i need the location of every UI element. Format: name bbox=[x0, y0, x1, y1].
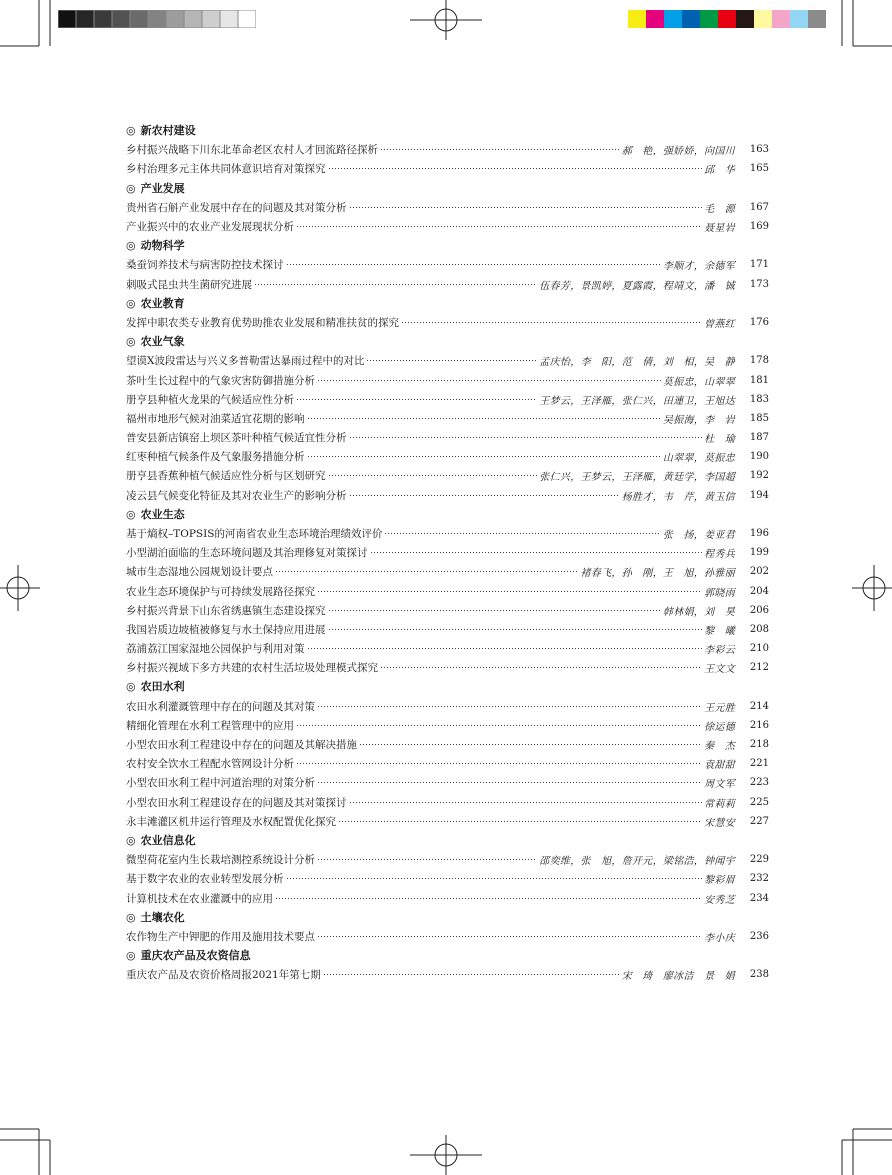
color-swatch bbox=[238, 10, 256, 28]
section-mark-icon: ◎ bbox=[126, 833, 136, 847]
dot-leader bbox=[349, 494, 620, 497]
entry-title: 基于熵权–TOPSIS的河南省农业生态环境治理绩效评价 bbox=[126, 528, 383, 541]
section-mark-icon: ◎ bbox=[126, 910, 136, 924]
section-title: 动物科学 bbox=[140, 239, 185, 253]
entry-title: 微型荷花室内生长栽培测控系统设计分析 bbox=[126, 854, 315, 867]
entry-page-number: 206 bbox=[749, 604, 769, 616]
entry-authors: 程秀兵 bbox=[704, 549, 735, 561]
color-swatch bbox=[646, 10, 664, 28]
toc-entry[interactable] bbox=[126, 735, 769, 754]
toc-entry[interactable] bbox=[126, 601, 769, 620]
color-swatch bbox=[736, 10, 754, 28]
color-swatch bbox=[184, 10, 202, 28]
entry-page-number: 214 bbox=[749, 700, 769, 712]
dot-leader bbox=[401, 321, 702, 324]
toc-entry[interactable] bbox=[126, 793, 769, 812]
entry-page-number: 236 bbox=[749, 930, 769, 942]
toc-entry[interactable] bbox=[126, 313, 769, 332]
registration-mark-right bbox=[852, 565, 892, 611]
entry-title: 我国岩质边坡植被修复与水土保持应用进展 bbox=[126, 623, 326, 636]
toc-entry[interactable] bbox=[126, 351, 769, 370]
toc-entry[interactable] bbox=[126, 639, 769, 658]
entry-title: 贵州省石斛产业发展中存在的问题及其对策分析 bbox=[126, 201, 347, 214]
toc-entry[interactable] bbox=[126, 773, 769, 792]
entry-authors: 安秀芝 bbox=[704, 894, 735, 906]
dot-leader bbox=[307, 647, 703, 650]
entry-authors: 黎彩眉 bbox=[704, 875, 735, 887]
dot-leader bbox=[328, 628, 703, 631]
entry-authors: 聂星岩 bbox=[704, 223, 735, 235]
entry-title: 望谟X波段雷达与兴义多普勒雷达暴雨过程中的对比 bbox=[126, 355, 365, 368]
section-mark-icon: ◎ bbox=[126, 335, 136, 349]
dot-leader bbox=[370, 551, 703, 554]
dot-leader bbox=[275, 897, 702, 900]
dot-leader bbox=[349, 436, 703, 439]
registration-mark-bottom bbox=[410, 1135, 482, 1175]
toc-entry[interactable] bbox=[126, 889, 769, 908]
entry-title: 农田水利灌溉管理中存在的问题及其对策 bbox=[126, 700, 315, 713]
entry-title: 凌云县气候变化特征及其对农业生产的影响分析 bbox=[126, 489, 347, 502]
toc-entry[interactable] bbox=[126, 409, 769, 428]
entry-title: 农业生态环境保护与可持续发展路径探究 bbox=[126, 585, 315, 598]
entry-page-number: 229 bbox=[749, 854, 769, 866]
color-swatch bbox=[94, 10, 112, 28]
entry-authors: 山翠翠，莫振忠 bbox=[662, 453, 735, 465]
entry-authors: 莫振忠，山翠翠 bbox=[662, 376, 735, 388]
entry-page-number: 208 bbox=[749, 623, 769, 635]
dot-leader bbox=[307, 455, 661, 458]
section-heading bbox=[126, 677, 769, 696]
entry-authors: 毛 源 bbox=[704, 203, 735, 215]
entry-page-number: 163 bbox=[749, 144, 769, 156]
dot-leader bbox=[349, 206, 703, 209]
entry-page-number: 199 bbox=[749, 547, 769, 559]
section-title: 农业信息化 bbox=[140, 833, 196, 847]
entry-title: 乡村振兴战略下川东北革命老区农村人才回流路径探析 bbox=[126, 144, 378, 157]
color-swatch bbox=[700, 10, 718, 28]
section-mark-icon: ◎ bbox=[126, 296, 136, 310]
section-title: 农田水利 bbox=[140, 680, 185, 694]
section-title: 农业气象 bbox=[140, 335, 185, 349]
toc-entry[interactable] bbox=[126, 869, 769, 888]
toc-entry[interactable] bbox=[126, 620, 769, 639]
color-swatch bbox=[808, 10, 826, 28]
section-heading bbox=[126, 332, 769, 351]
color-swatch bbox=[202, 10, 220, 28]
entry-authors: 宋慧安 bbox=[704, 817, 735, 829]
entry-authors: 郭晓雨 bbox=[704, 587, 735, 599]
color-swatch bbox=[148, 10, 166, 28]
entry-page-number: 234 bbox=[749, 892, 769, 904]
color-swatch bbox=[130, 10, 148, 28]
section-heading bbox=[126, 179, 769, 198]
toc-entry[interactable] bbox=[126, 486, 769, 505]
section-title: 农业教育 bbox=[140, 296, 185, 310]
entry-title: 城市生态湿地公园规划设计要点 bbox=[126, 566, 273, 579]
entry-title: 红枣种植气候条件及气象服务措施分析 bbox=[126, 451, 305, 464]
entry-page-number: 212 bbox=[749, 662, 769, 674]
dot-leader bbox=[317, 705, 702, 708]
color-swatch bbox=[76, 10, 94, 28]
entry-authors: 王文文 bbox=[704, 664, 735, 676]
entry-title: 荔浦荔江国家湿地公园保护与利用对策 bbox=[126, 643, 305, 656]
dot-leader bbox=[317, 379, 661, 382]
section-heading bbox=[126, 236, 769, 255]
entry-page-number: 232 bbox=[749, 873, 769, 885]
entry-authors: 伍春芳，景凯婷，夏露霞，程靖文，潘 铖 bbox=[539, 280, 735, 292]
entry-title: 基于数字农业的农业转型发展分析 bbox=[126, 873, 284, 886]
entry-page-number: 187 bbox=[749, 432, 769, 444]
entry-page-number: 176 bbox=[749, 316, 769, 328]
color-swatch bbox=[112, 10, 130, 28]
entry-authors: 李顺才，余德军 bbox=[662, 261, 735, 273]
table-of-contents bbox=[126, 121, 769, 984]
section-title: 产业发展 bbox=[140, 181, 185, 195]
entry-page-number: 238 bbox=[749, 969, 769, 981]
entry-authors: 周文军 bbox=[704, 779, 735, 791]
color-swatch bbox=[58, 10, 76, 28]
entry-page-number: 204 bbox=[749, 585, 769, 597]
entry-page-number: 190 bbox=[749, 451, 769, 463]
entry-title: 农村安全饮水工程配水管网设计分析 bbox=[126, 758, 294, 771]
toc-entry[interactable] bbox=[126, 159, 769, 178]
entry-title: 永丰滩灌区机井运行管理及水权配置优化探究 bbox=[126, 815, 336, 828]
section-heading bbox=[126, 505, 769, 524]
entry-page-number: 223 bbox=[749, 777, 769, 789]
section-heading bbox=[126, 946, 769, 965]
toc-entry[interactable] bbox=[126, 447, 769, 466]
toc-entry[interactable] bbox=[126, 543, 769, 562]
entry-authors: 常莉莉 bbox=[704, 798, 735, 810]
color-swatch bbox=[718, 10, 736, 28]
entry-page-number: 218 bbox=[749, 739, 769, 751]
section-mark-icon: ◎ bbox=[126, 124, 136, 137]
entry-page-number: 192 bbox=[749, 470, 769, 482]
entry-page-number: 181 bbox=[749, 374, 769, 386]
color-swatch bbox=[790, 10, 808, 28]
entry-authors: 徐运德 bbox=[704, 721, 735, 733]
entry-page-number: 202 bbox=[749, 566, 769, 578]
entry-authors: 杜 瑜 bbox=[704, 434, 735, 446]
dot-leader bbox=[275, 570, 579, 573]
entry-authors: 李彩云 bbox=[704, 645, 735, 657]
dot-leader bbox=[286, 877, 703, 880]
toc-entry[interactable] bbox=[126, 582, 769, 601]
entry-title: 重庆农产品及农资价格周报2021年第七期 bbox=[126, 969, 321, 982]
entry-authors: 吴振海，李 岩 bbox=[662, 414, 735, 426]
entry-authors: 曾燕红 bbox=[704, 318, 735, 330]
dot-leader bbox=[380, 148, 620, 151]
section-title: 新农村建设 bbox=[140, 124, 196, 137]
entry-title: 桑蚕饲养技术与病害防控技术探讨 bbox=[126, 259, 284, 272]
dot-leader bbox=[317, 590, 702, 593]
entry-authors: 邵奕维，张 旭，詹开元，梁铭浩，钟闻宇 bbox=[539, 856, 735, 868]
dot-leader bbox=[338, 820, 702, 823]
entry-page-number: 183 bbox=[749, 393, 769, 405]
entry-title: 农作物生产中钾肥的作用及施用技术要点 bbox=[126, 930, 315, 943]
toc-entry[interactable] bbox=[126, 275, 769, 294]
section-title: 土壤农化 bbox=[140, 910, 185, 924]
entry-title: 小型农田水利工程中河道治理的对策分析 bbox=[126, 777, 315, 790]
dot-leader bbox=[328, 167, 703, 170]
entry-page-number: 178 bbox=[749, 355, 769, 367]
entry-authors: 袁甜甜 bbox=[704, 760, 735, 772]
dot-leader bbox=[328, 609, 661, 612]
color-swatch bbox=[682, 10, 700, 28]
toc-entry[interactable] bbox=[126, 754, 769, 773]
section-mark-icon: ◎ bbox=[126, 680, 136, 694]
toc-entry[interactable] bbox=[126, 524, 769, 543]
color-swatch bbox=[754, 10, 772, 28]
toc-entry[interactable] bbox=[126, 140, 769, 159]
toc-entry[interactable] bbox=[126, 562, 769, 581]
dot-leader bbox=[380, 666, 702, 669]
entry-authors: 韩林娟，刘 昊 bbox=[662, 606, 735, 618]
dot-leader bbox=[317, 858, 537, 861]
toc-entry[interactable] bbox=[126, 390, 769, 409]
entry-title: 乡村治理多元主体共同体意识培育对策探究 bbox=[126, 163, 326, 176]
gray-color-bar bbox=[58, 10, 256, 28]
entry-title: 茶叶生长过程中的气象灾害防御措施分析 bbox=[126, 374, 315, 387]
entry-authors: 秦 杰 bbox=[704, 741, 735, 753]
entry-authors: 孟庆怡，李 阳，范 倩，刘 相，吴 静 bbox=[539, 357, 735, 369]
entry-page-number: 227 bbox=[749, 815, 769, 827]
section-heading bbox=[126, 294, 769, 313]
color-swatch bbox=[166, 10, 184, 28]
toc-entry[interactable] bbox=[126, 716, 769, 735]
section-mark-icon: ◎ bbox=[126, 181, 136, 195]
entry-authors: 宋 琦 廖冰洁 景 娟 bbox=[621, 971, 735, 983]
entry-title: 册亨县种植火龙果的气候适应性分析 bbox=[126, 393, 294, 406]
entry-page-number: 165 bbox=[749, 163, 769, 175]
toc-entry[interactable] bbox=[126, 812, 769, 831]
entry-authors: 李小庆 bbox=[704, 932, 735, 944]
entry-authors: 黎 曦 bbox=[704, 625, 735, 637]
entry-page-number: 169 bbox=[749, 221, 769, 233]
process-color-bar bbox=[628, 10, 826, 28]
entry-page-number: 196 bbox=[749, 528, 769, 540]
entry-page-number: 194 bbox=[749, 489, 769, 501]
entry-page-number: 173 bbox=[749, 278, 769, 290]
toc-entry[interactable] bbox=[126, 850, 769, 869]
section-title: 重庆农产品及农资信息 bbox=[140, 949, 251, 963]
entry-title: 乡村振兴背景下山东省绣惠镇生态建设探究 bbox=[126, 604, 326, 617]
toc-entry[interactable] bbox=[126, 965, 769, 984]
entry-page-number: 167 bbox=[749, 201, 769, 213]
entry-title: 发挥中职农类专业教育优势助推农业发展和精准扶贫的探究 bbox=[126, 316, 399, 329]
dot-leader bbox=[384, 532, 660, 535]
toc-entry[interactable] bbox=[126, 198, 769, 217]
dot-leader bbox=[296, 225, 702, 228]
entry-title: 产业振兴中的农业产业发展现状分析 bbox=[126, 221, 294, 234]
color-swatch bbox=[772, 10, 790, 28]
toc-entry[interactable] bbox=[126, 927, 769, 946]
section-heading bbox=[126, 121, 769, 140]
dot-leader bbox=[296, 762, 702, 765]
entry-authors: 张 扬，姜亚君 bbox=[662, 530, 735, 542]
toc-entry[interactable] bbox=[126, 466, 769, 485]
entry-authors: 王梦云，王泽雁，张仁兴，田連卫，王旭达 bbox=[539, 395, 735, 407]
color-swatch bbox=[664, 10, 682, 28]
toc-entry[interactable] bbox=[126, 370, 769, 389]
section-heading bbox=[126, 831, 769, 850]
entry-page-number: 185 bbox=[749, 412, 769, 424]
toc-entry[interactable] bbox=[126, 217, 769, 236]
entry-title: 乡村振兴视域下多方共建的农村生活垃圾处理模式探究 bbox=[126, 662, 378, 675]
toc-entry[interactable] bbox=[126, 658, 769, 677]
entry-authors: 郝 艳，强娇娇，向国川 bbox=[621, 146, 735, 158]
toc-entry[interactable] bbox=[126, 697, 769, 716]
dot-leader bbox=[349, 801, 703, 804]
entry-page-number: 221 bbox=[749, 758, 769, 770]
entry-title: 计算机技术在农业灌溉中的应用 bbox=[126, 892, 273, 905]
dot-leader bbox=[317, 781, 702, 784]
entry-authors: 褚春飞，孙 刚，王 旭，孙雅丽 bbox=[580, 568, 735, 580]
entry-authors: 张仁兴，王梦云，王泽雁，黄廷学，李国超 bbox=[539, 472, 735, 484]
entry-title: 小型湖泊面临的生态环境问题及其治理修复对策探讨 bbox=[126, 547, 368, 560]
dot-leader bbox=[286, 263, 661, 266]
dot-leader bbox=[359, 743, 702, 746]
entry-page-number: 210 bbox=[749, 643, 769, 655]
entry-page-number: 216 bbox=[749, 719, 769, 731]
entry-title: 精细化管理在水利工程管理中的应用 bbox=[126, 719, 294, 732]
section-mark-icon: ◎ bbox=[126, 949, 136, 963]
dot-leader bbox=[323, 973, 620, 976]
entry-title: 册亨县香蕉种植气候适应性分析与区划研究 bbox=[126, 470, 326, 483]
dot-leader bbox=[317, 935, 702, 938]
color-swatch bbox=[220, 10, 238, 28]
color-swatch bbox=[628, 10, 646, 28]
dot-leader bbox=[328, 474, 538, 477]
dot-leader bbox=[296, 724, 702, 727]
registration-mark-top bbox=[410, 0, 482, 40]
entry-authors: 邱 华 bbox=[704, 165, 735, 177]
entry-title: 小型农田水利工程建设存在的问题及其对策探讨 bbox=[126, 796, 347, 809]
dot-leader bbox=[254, 283, 537, 286]
section-heading bbox=[126, 908, 769, 927]
entry-page-number: 171 bbox=[749, 259, 769, 271]
dot-leader bbox=[296, 398, 537, 401]
registration-mark-left bbox=[0, 565, 40, 611]
toc-entry[interactable] bbox=[126, 428, 769, 447]
dot-leader bbox=[307, 417, 661, 420]
entry-title: 小型农田水利工程建设中存在的问题及其解决措施 bbox=[126, 739, 357, 752]
section-mark-icon: ◎ bbox=[126, 239, 136, 253]
entry-authors: 杨胜才，韦 芹，黄玉信 bbox=[621, 491, 735, 503]
entry-page-number: 225 bbox=[749, 796, 769, 808]
section-mark-icon: ◎ bbox=[126, 507, 136, 521]
toc-entry[interactable] bbox=[126, 255, 769, 274]
entry-title: 福州市地形气候对油菜适宜花期的影响 bbox=[126, 412, 305, 425]
entry-title: 刺吸式昆虫共生菌研究进展 bbox=[126, 278, 252, 291]
entry-authors: 王元胜 bbox=[704, 702, 735, 714]
dot-leader bbox=[366, 359, 537, 362]
section-title: 农业生态 bbox=[140, 507, 185, 521]
entry-title: 普安县新店镇窑上坝区茶叶种植气候适宜性分析 bbox=[126, 432, 347, 445]
